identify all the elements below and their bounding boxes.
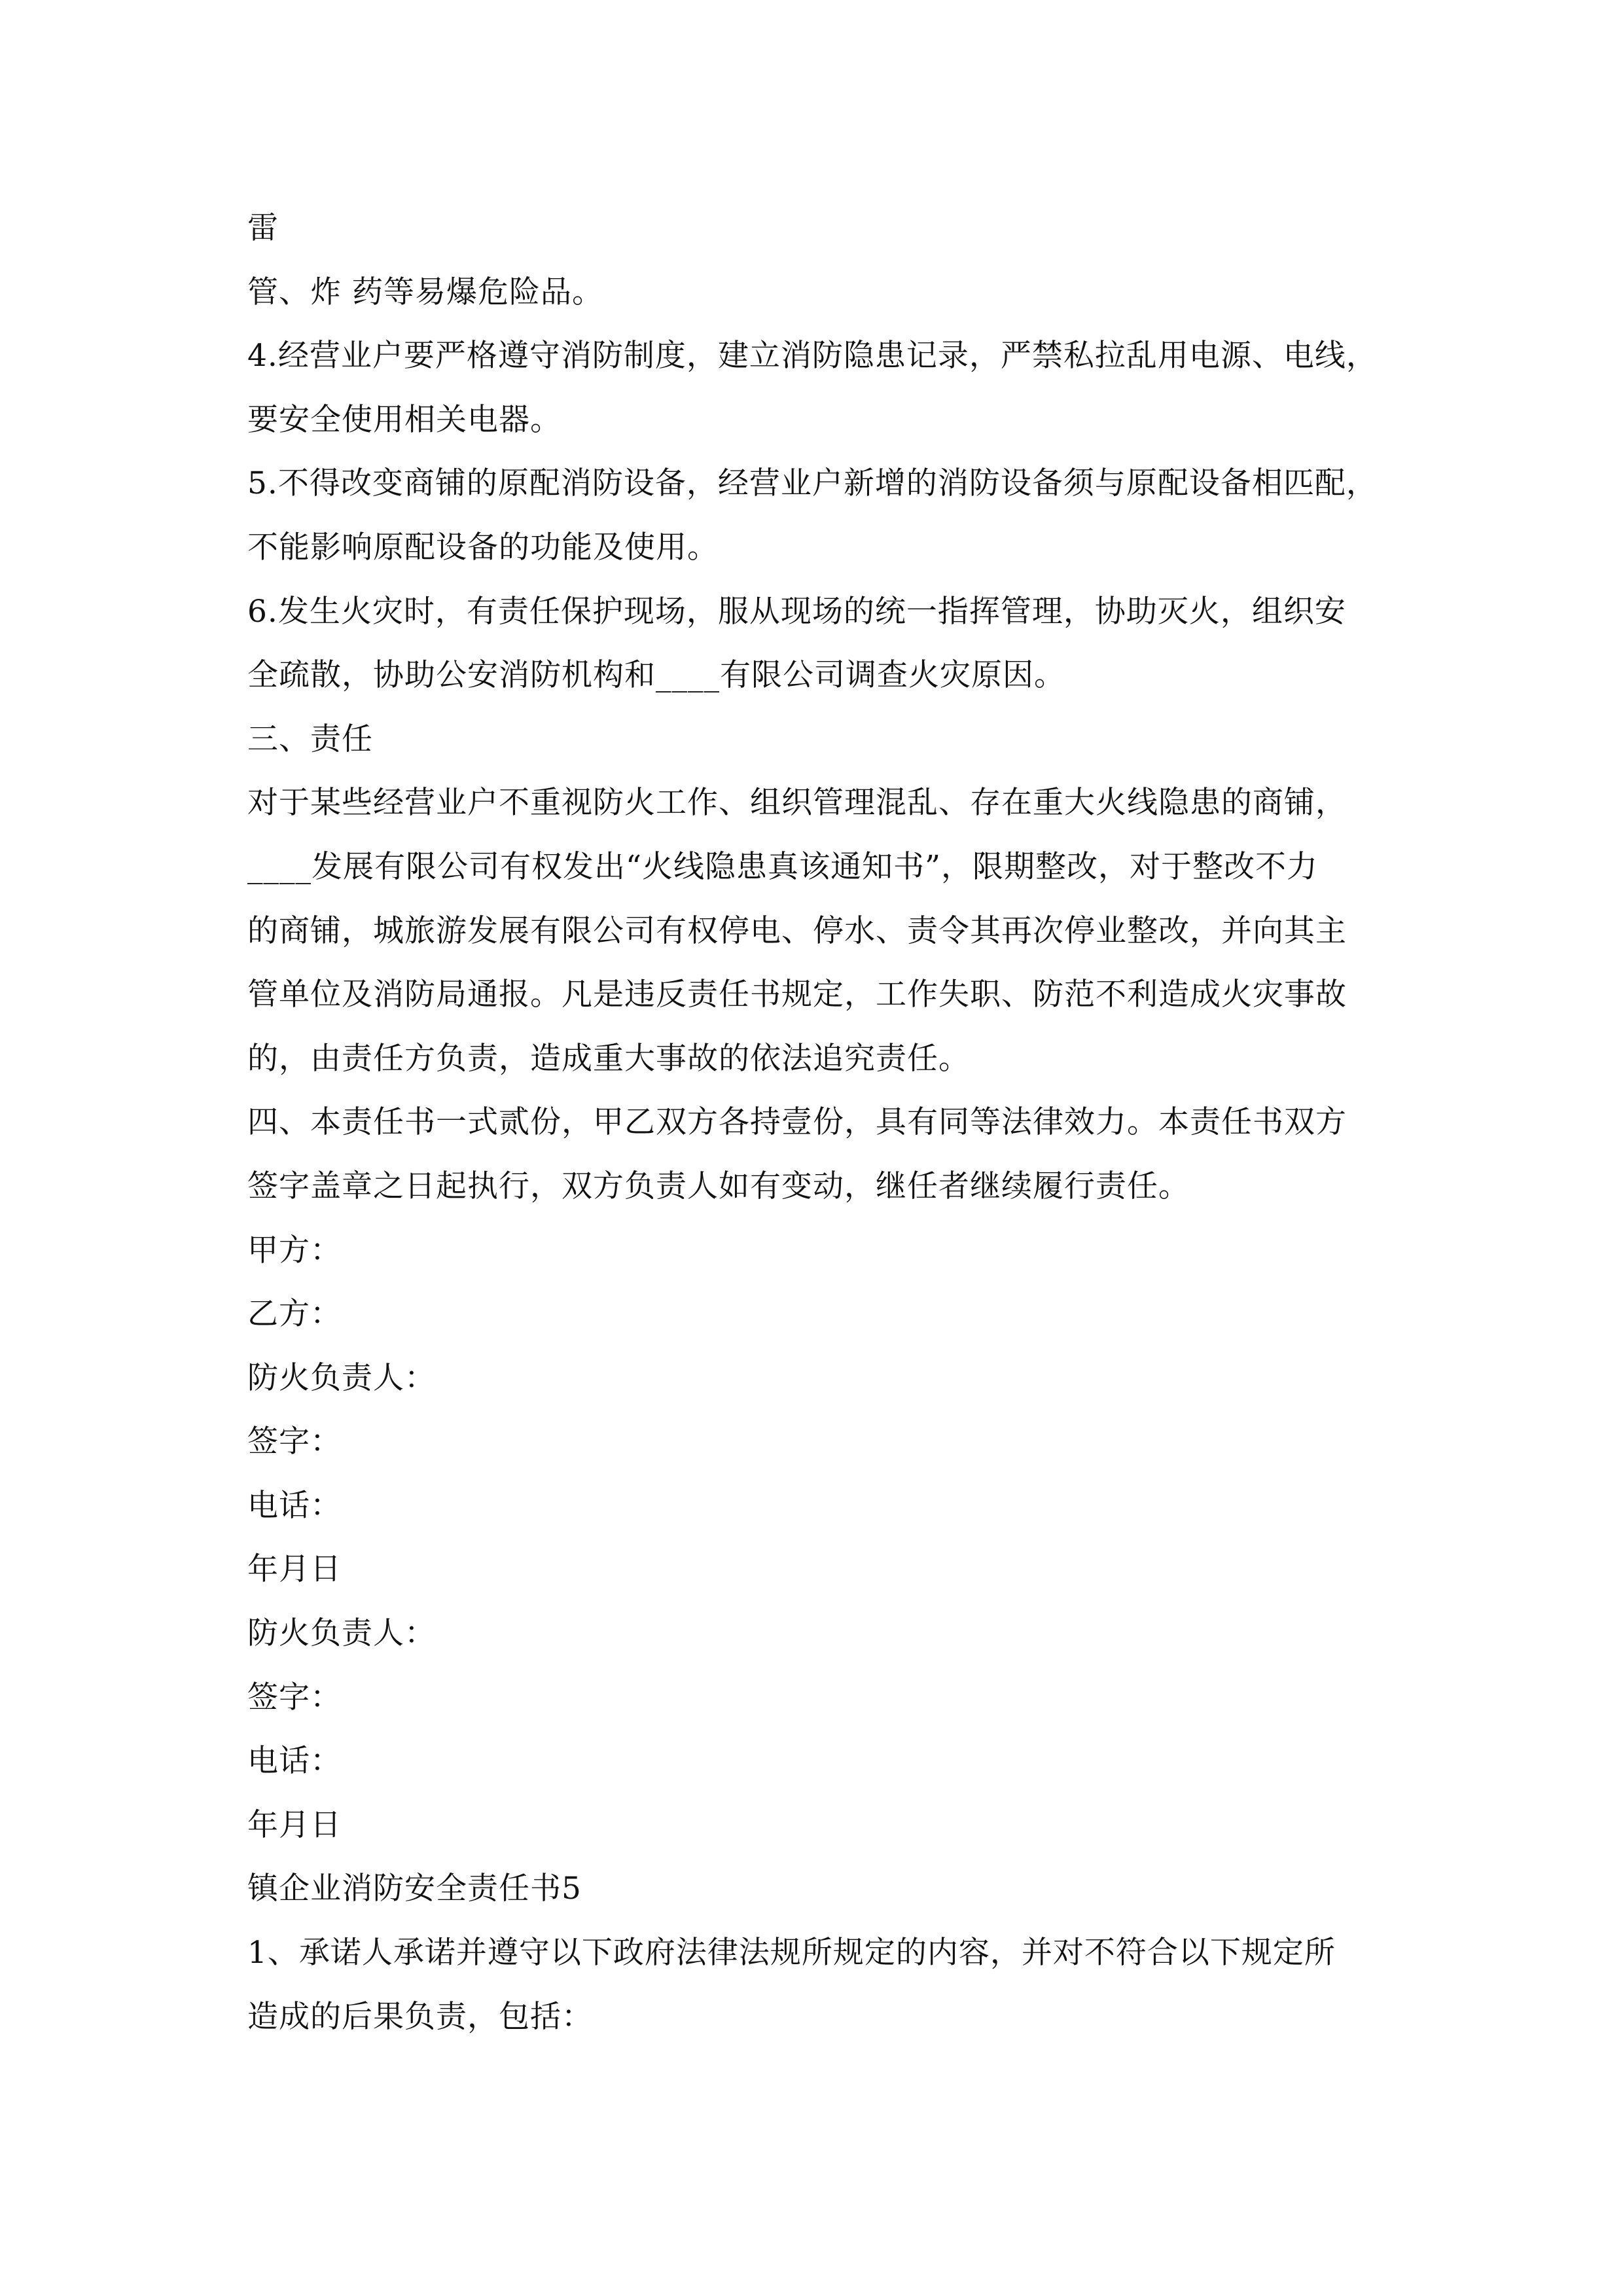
signature-label: 签字： [247, 1679, 342, 1715]
phone-label: 电话： [247, 1743, 342, 1780]
party-b-label: 乙方： [247, 1296, 342, 1333]
section-heading: 三、责任 [247, 721, 373, 757]
text-line: 造成的后果负责，包括： [247, 1998, 593, 2035]
text-line: 签字盖章之日起执行，双方负责人如有变动，继任者继续履行责任。 [247, 1168, 1190, 1204]
text-line: 5.不得改变商铺的原配消防设备，经营业户新增的消防设备须与原配设备相匹配， [247, 465, 1378, 502]
phone-label: 电话： [247, 1487, 342, 1524]
signature-label: 签字： [247, 1424, 342, 1460]
date-label: 年月日 [247, 1806, 342, 1843]
text-line: 6.发生火灾时，有责任保护现场，服从现场的统一指挥管理，协助灭火，组织安 [247, 593, 1346, 630]
text-line: ____发展有限公司有权发出“火线隐患真该通知书”，限期整改，对于整改不力 [247, 848, 1319, 885]
text-line: 对于某些经营业户不重视防火工作、组织管理混乱、存在重大火线隐患的商铺， [247, 785, 1347, 821]
text-line: 不能影响原配设备的功能及使用。 [247, 529, 719, 565]
text-line: 四、本责任书一式贰份，甲乙双方各持壹份，具有同等法律效力。本责任书双方 [247, 1104, 1347, 1141]
fire-officer-label: 防火负责人： [247, 1615, 436, 1652]
text-line: 管单位及消防局通报。凡是违反责任书规定，工作失职、防范不利造成火灾事故 [247, 977, 1347, 1013]
text-line: 的商铺，城旅游发展有限公司有权停电、停水、责令其再次停业整改，并向其主 [247, 912, 1347, 949]
text-line: 雷 [247, 210, 279, 246]
fire-officer-label: 防火负责人： [247, 1359, 436, 1396]
document-title: 镇企业消防安全责任书5 [247, 1871, 582, 1907]
text-line: 管、炸 药等易爆危险品。 [247, 274, 603, 310]
text-line: 要安全使用相关电器。 [247, 401, 562, 438]
document-body [247, 196, 1399, 2049]
text-line: 1、承诺人承诺并遵守以下政府法律法规所规定的内容，并对不符合以下规定所 [247, 1935, 1336, 1971]
party-a-label: 甲方： [247, 1232, 342, 1268]
text-line: 的，由责任方负责，造成重大事故的依法追究责任。 [247, 1040, 970, 1077]
date-label: 年月日 [247, 1551, 342, 1588]
text-line: 4.经营业户要严格遵守消防制度，建立消防隐患记录，严禁私拉乱用电源、电线， [247, 338, 1378, 374]
text-line: 全疏散，协助公安消防机构和____有限公司调查火灾原因。 [247, 657, 1065, 694]
